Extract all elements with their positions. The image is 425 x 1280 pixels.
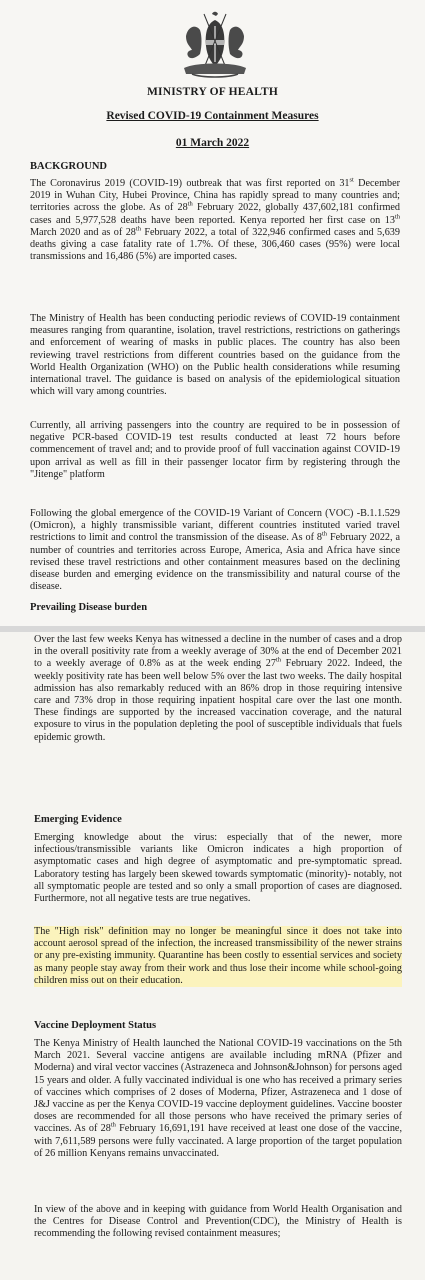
vaccine-deployment-paragraph: The Kenya Ministry of Health launched the National COVID-19 vaccinations on the 5th March 2021. Several vaccine antigens are available including mRNA (Pfizer and Moderna) and viral vector vaccines (Astrazeneca and Johnson&Johnson) for persons aged 15 years and older. A fully vaccinated individual is one who has received a primary series of vaccines which comprises of 2 doses of Moderna, Pfizer, Astrazeneca and 1 dose of J&J vaccine as per the Kenya COVID-19 vaccine deployment guidelines. Vaccine booster doses are recommended for all those persons who have received the primary series of vaccines. As of 28th February 16,691,191 have received at least one dose of the vaccine, with 7,611,589 persons were fully vaccinated. A large proportion of the target population of 26 million Kenyans remains unvaccinated. [34, 1038, 402, 1159]
background-heading: BACKGROUND [30, 161, 108, 172]
background-paragraph-2: The Ministry of Health has been conducting periodic reviews of COVID-19 containment measures ranging from quarantine, isolation, travel restrictions, restrictions on gatherings and enforcement of wearing of masks in public places. The country has also been reviewing travel restrictions from different countries based on the guidance from the World Health Organization (WHO) on the Public health considerations while resuming international travel. The guidance is based on analysis of the epidemiological situation which will vary among countries. [30, 313, 400, 398]
high-risk-paragraph-highlighted: The "High risk" definition may no longer be meaningful since it does not take into account aerosol spread of the infection, the increased transmissibility of the newer strains or any pre-existing immunity. Quarantine has been costly to essential services and society as many people stay away from their work and thus lose their income while school-going children miss out on their education. [34, 926, 402, 986]
kenya-coat-of-arms-icon [178, 6, 252, 80]
background-paragraph-3: Currently, all arriving passengers into the country are required to be in possession of negative PCR-based COVID-19 test results conducted at least 72 hours before commencement of travel and; and to provide proof of full vaccination against COVID-19 upon arrival as well as fill in their passenger locator firm by registering through the "Jitenge" platform [30, 420, 400, 480]
recommendation-paragraph: In view of the above and in keeping with guidance from World Health Organisation and the Centres for Disease Control and Prevention(CDC), the Ministry of Health is recommending the following revised containment measures; [34, 1204, 402, 1240]
background-paragraph-1: The Coronavirus 2019 (COVID-19) outbreak that was first reported on 31st December 2019 in Wuhan City, Hubei Province, China has rapidly spread to many countries and; territories across the globe. As of 28th February 2022, globally 437,602,181 confirmed cases and 5,977,528 deaths have been reported. Kenya reported her first case on 13th March 2020 and as of 28th February 2022, a total of 322,946 confirmed cases and 5,639 deaths giving a case fatality rate of 1.7%. Of these, 306,460 cases (95%) were local transmissions and 16,486 (5%) are imported cases. [30, 176, 400, 263]
ministry-heading: MINISTRY OF HEALTH [147, 86, 278, 98]
document-page-1 [0, 0, 425, 626]
disease-burden-paragraph: Over the last few weeks Kenya has witnessed a decline in the number of cases and a drop in the overall positivity rate from a weekly average of 30% at the end of December 2021 to a weekly average of 0.8% as at the week ending 27th February 2022. Indeed, the weekly positivity rate has been well below 5% over the last two weeks. The daily hospital admission has also remarkably reduced with an 86% drop in those requiring intensive care and 73% drop in those requiring inpatient hospital care over the last one month. These findings are supported by the increased vaccination coverage, and the natural exposure to virus in the population depleting the pool of susceptible individuals that fuels epidemic growth. [34, 634, 402, 743]
document-page-2 [0, 632, 425, 1280]
emerging-evidence-heading: Emerging Evidence [34, 814, 122, 825]
emerging-evidence-paragraph: Emerging knowledge about the virus: especially that of the newer, more infectious/transmissible variants like Omicron indicates a high proportion of asymptomatic cases and high degree of asymptomatic and pre-symptomatic spread. Laboratory testing has largely been skewed towards symptomatic (minority)- notably, not all symptomatic people are tested and so only a small proportion of cases are diagnosed. Furthermore, not all negative tests are true negatives. [34, 832, 402, 905]
disease-burden-heading: Prevailing Disease burden [30, 602, 148, 613]
vaccine-deployment-heading: Vaccine Deployment Status [34, 1020, 157, 1031]
document-date: 01 March 2022 [175, 137, 250, 149]
document-title: Revised COVID-19 Containment Measures [106, 110, 319, 122]
omicron-paragraph: Following the global emergence of the COVID-19 Variant of Concern (VOC) -B.1.1.529 (Omicron), a highly transmissible variant, different countries instituted varied travel restrictions to limit and control the transmission of the disease. As of 8th February 2022, a number of countries and territories across Europe, America, Asia and Africa have since revised these travel restrictions and other containment measures based on the declining disease burden and emerging evidence on the transmissibility and natural course of the disease. [30, 508, 400, 593]
